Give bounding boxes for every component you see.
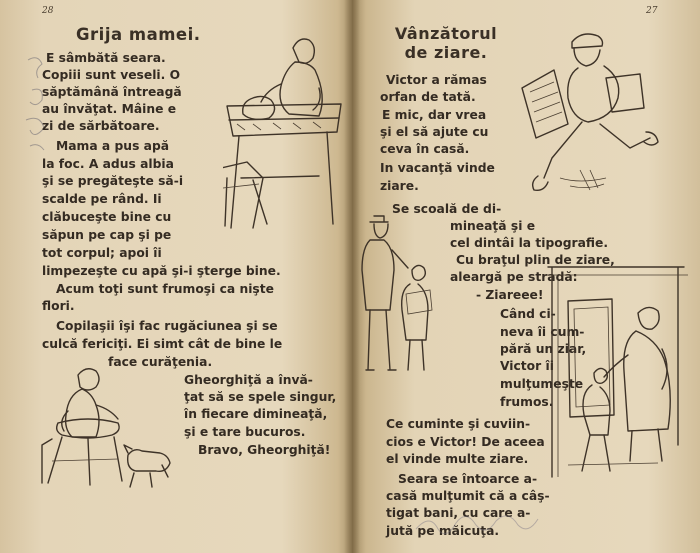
left-page-title: Grija mamei. [76, 25, 201, 44]
pencil-scribble-bottom [412, 505, 572, 545]
right-page-text-line: - Ziareee! [476, 288, 544, 302]
left-page-text-line: la foc. A adus albia [42, 157, 174, 171]
left-page-text-line: în fiecare dimineaţă, [184, 407, 328, 421]
right-page-text-line: jută pe măicuţa. [386, 524, 500, 538]
right-page-text-line: Se scoală de di- [392, 202, 502, 216]
right-page-text-line: aleargă pe stradă: [450, 270, 578, 284]
right-page-text-line: neva îi cum- [500, 325, 585, 339]
illustration-boy-with-mother-at-door [538, 265, 688, 480]
left-page-text-line: Copiii sunt veseli. O [42, 68, 181, 82]
left-page-text-line: flori. [42, 299, 75, 313]
left-page-text-line: Copilaşii îşi fac rugăciunea şi se [56, 319, 278, 333]
left-page-text-line: Mama a pus apă [56, 139, 170, 153]
right-page-text-line: E mic, dar vrea [382, 108, 487, 122]
right-page-text-line: Ce cuminte şi cuviin- [386, 417, 531, 431]
left-page-text-line: scalde pe rând. Ii [42, 192, 162, 206]
right-page-text-line: Cu braţul plin de ziare, [456, 253, 615, 267]
illustration-man-buying-newspaper [356, 210, 444, 380]
left-page-text-line: E sâmbătă seara. [46, 51, 166, 65]
right-page-text-line: ziare. [380, 179, 419, 193]
left-page-text-line: ţat să se spele singur, [184, 390, 337, 404]
left-page-text-line: limpezeşte cu apă şi-i şterge bine. [42, 264, 281, 278]
right-page-text-line: frumos. [500, 395, 554, 409]
right-page-number: 27 [646, 6, 658, 16]
left-page-text-line: au învăţat. Mâine e [42, 102, 177, 116]
left-page-text-line: culcă fericiţi. Ei simt cât de bine le [42, 337, 283, 351]
left-page-text-line: tot corpul; apoi îi [42, 246, 162, 260]
right-page-text-line: tigat bani, cu care a- [386, 506, 531, 520]
right-page-text-line: cel dintâi la tipografie. [450, 236, 608, 250]
left-page-text-line: şi e tare bucuros. [184, 425, 306, 439]
right-page-title [386, 24, 506, 62]
illustration-running-newspaper-boy [520, 28, 660, 203]
right-page-text-line: mulţumeşte [500, 377, 584, 391]
left-page-text-line: săptămână întreagă [42, 85, 182, 99]
right-page-text-line: Victor îi [500, 359, 554, 373]
left-page-number: 28 [42, 6, 54, 16]
right-page-text-line: mineaţă şi e [450, 219, 536, 233]
illustration-mother-bathing-child [223, 28, 345, 233]
left-page-text-line: Bravo, Gheorghiţă! [198, 443, 331, 457]
right-page-title-line-2: de ziare. [404, 43, 488, 62]
right-page-text-line: ceva în casă. [380, 142, 470, 156]
right-page-text-line: Seara se întoarce a- [398, 472, 538, 486]
left-page-text-line: şi se pregăteşte să-i [42, 174, 184, 188]
left-page-text-line: Acum toţi sunt frumoşi ca nişte [56, 282, 274, 296]
left-page-text-line: săpun pe cap şi pe [42, 228, 172, 242]
illustration-boy-washing-with-dog [38, 365, 173, 490]
right-page-text-line: el vinde multe ziare. [386, 452, 529, 466]
right-page-text-line: In vacanţă vinde [380, 161, 495, 175]
right-page-text-line: Când ci- [500, 307, 556, 321]
left-page-text-line: zi de sărbătoare. [42, 119, 160, 133]
right-page-title-line-1: Vânzătorul [394, 24, 498, 43]
right-page-text-line: pără un ziar, [500, 342, 587, 356]
right-page [352, 0, 700, 553]
left-page-text-line: clăbuceşte bine cu [42, 210, 172, 224]
left-page-text-line: face curăţenia. [108, 355, 213, 369]
right-page-text-line: cios e Victor! De aceea [386, 435, 545, 449]
right-page-text-line: şi el să ajute cu [380, 125, 489, 139]
right-page-text-line: orfan de tată. [380, 90, 476, 104]
left-page-text-line: Gheorghiţă a învă- [184, 373, 313, 387]
right-page-text-line: Victor a rămas [386, 73, 487, 87]
right-page-text-line: casă mulţumit că a câş- [386, 489, 550, 503]
book-gutter [344, 0, 360, 553]
